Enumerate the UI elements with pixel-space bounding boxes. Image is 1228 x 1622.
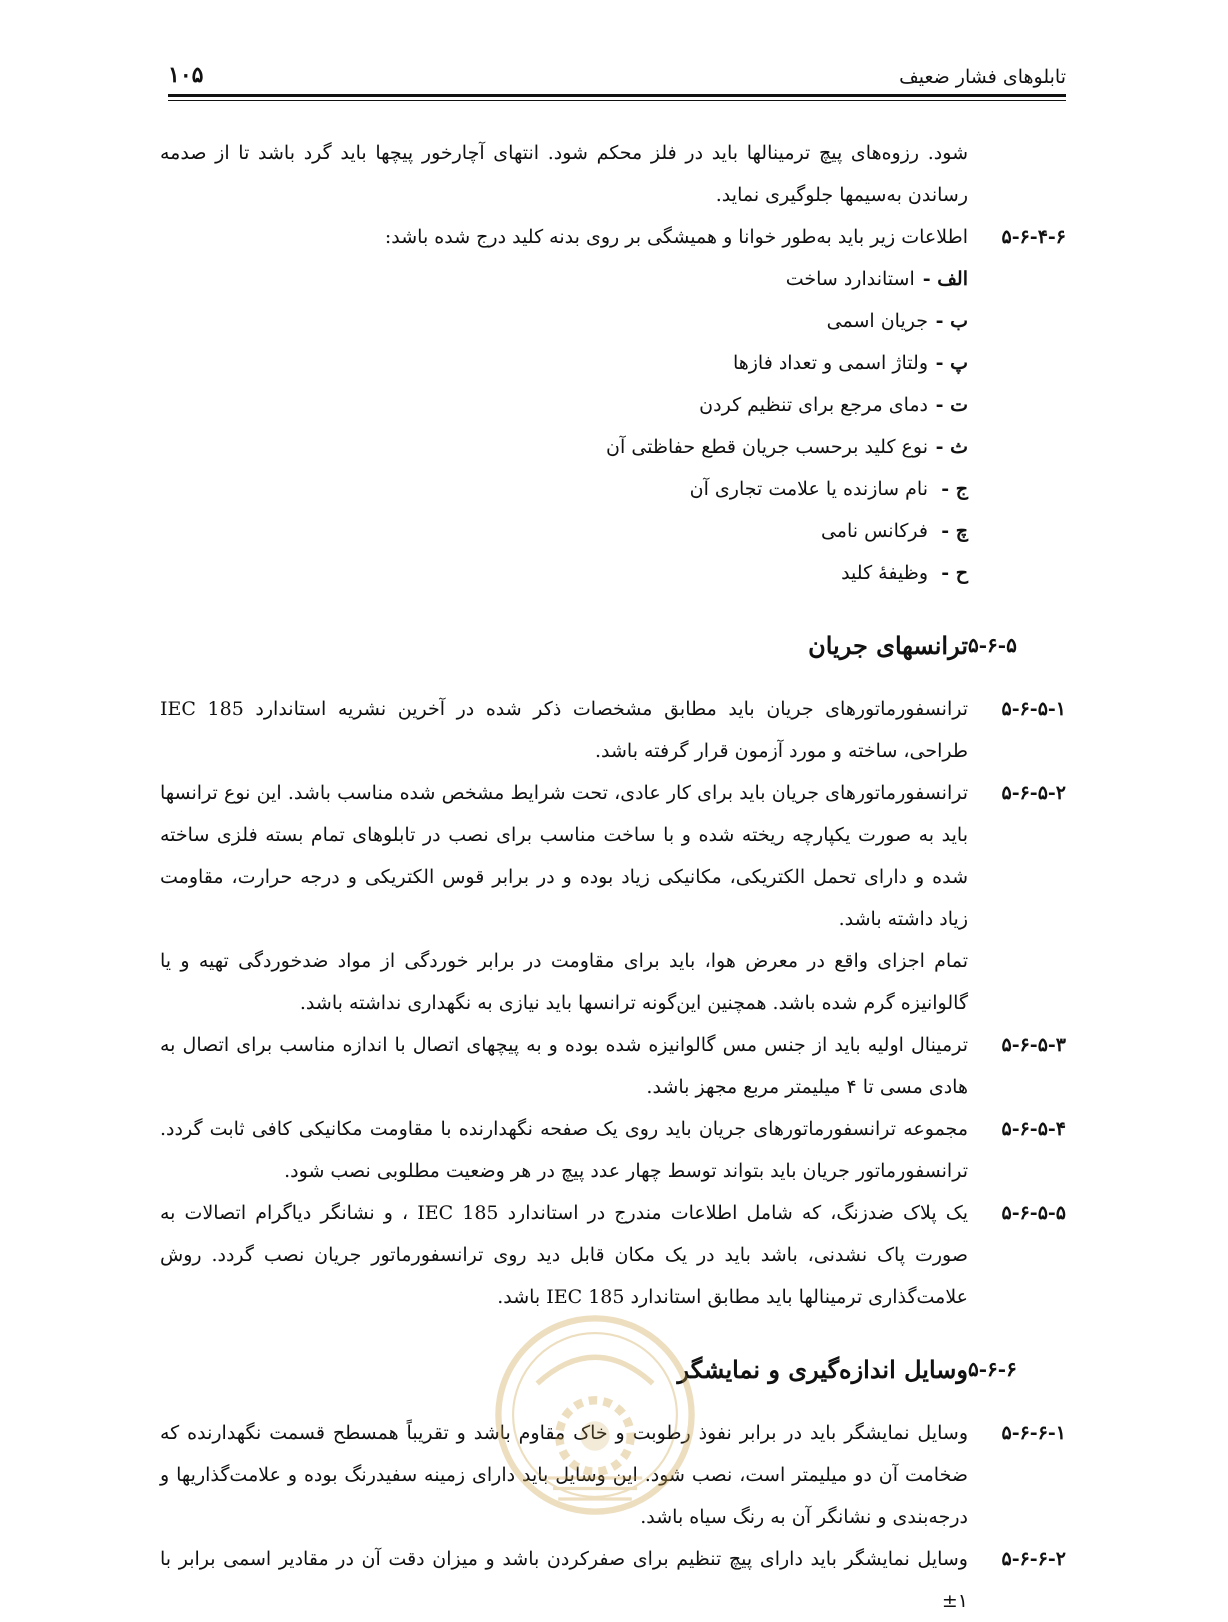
list-text: جریان اسمی xyxy=(826,310,928,332)
clause-text: وسایل نمایشگر باید در برابر نفوذ رطوبت و خاک مقاوم باشد و تقریباً همسطح قسمت نگهدارنده که ضخامت آن دو میلیمتر است، نصب شود. این وسایل باید دارای زمینه سفیدرنگ بوده و علامت‌گذاریها و درجه‌بندی و نشانگر آن به رنگ سیاه باشد. xyxy=(160,1422,968,1528)
list-text: استاندارد ساخت xyxy=(785,268,915,290)
list-text: نوع کلید برحسب جریان قطع حفاظتی آن xyxy=(606,436,928,458)
clause-number: ۵-۶-۵-۲ xyxy=(1001,782,1066,804)
marking-list xyxy=(160,258,1066,594)
section-number: ۵-۶-۶ xyxy=(968,1357,1017,1381)
running-head xyxy=(168,58,1066,88)
list-letter: الف - xyxy=(922,268,968,290)
page-number: ۱۰۵ xyxy=(168,62,204,88)
clause-number: ۵-۶-۶-۱ xyxy=(1001,1422,1066,1444)
list-text: دمای مرجع برای تنظیم کردن xyxy=(699,394,928,416)
list-letter: ج - xyxy=(941,478,968,500)
section-title: ترانسهای جریان xyxy=(808,630,968,660)
list-text: نام سازنده یا علامت تجاری آن xyxy=(689,478,928,500)
section-title: وسایل اندازه‌گیری و نمایشگر xyxy=(677,1354,968,1384)
clause-number: ۵-۶-۵-۱ xyxy=(1001,698,1066,720)
list-item xyxy=(160,426,968,468)
continuation-paragraph: شود. رزوه‌های پیچ ترمینالها باید در فلز محکم شود. انتهای آچارخور پیچها باید گرد باشد تا از صدمه رساندن به‌سیمها جلوگیری نماید. xyxy=(160,142,968,206)
clause-number: ۵-۶-۵-۴ xyxy=(1001,1118,1066,1140)
list-letter: ت - xyxy=(935,394,968,416)
clause-5-6-4-6 xyxy=(160,216,1066,258)
list-item xyxy=(160,384,968,426)
section-heading-5-6-5 xyxy=(160,620,1066,670)
running-title: تابلوهای فشار ضعیف xyxy=(899,66,1066,88)
clause-5-6-5-4 xyxy=(160,1108,1066,1192)
clause-text: اطلاعات زیر باید به‌طور خوانا و همیشگی بر روی بدنه کلید درج شده باشد: xyxy=(384,226,968,248)
list-letter: چ - xyxy=(941,520,968,542)
clause-text: ترانسفورماتورهای جریان باید مطابق مشخصات ذکر شده در آخرین نشریه استاندارد IEC 185 طراحی، ساخته و مورد آزمون قرار گرفته باشد. xyxy=(160,698,969,762)
clause-text-continued: تمام اجزای واقع در معرض هوا، باید برای مقاومت در برابر خوردگی از مواد ضدخوردگی تهیه و یا گالوانیزه گرم شده باشد. همچنین این‌گونه ترانسها باید نیازی به نگهداری نداشته باشد. xyxy=(160,950,968,1014)
list-item xyxy=(160,300,968,342)
list-item xyxy=(160,510,968,552)
clause-number: ۵-۶-۶-۲ xyxy=(1001,1548,1066,1570)
clause-text: ترانسفورماتورهای جریان باید برای کار عادی، تحت شرایط مشخص شده مناسب باشد. این نوع ترانسها باید به صورت یکپارچه ریخته شده و با ساخت مناسب برای نصب در تابلوهای تمام بسته فلزی ساخته شده و دارای تحمل الکتریکی، مکانیکی زیاد بوده و در برابر قوس الکتریکی و درجه حرارت، مقاومت زیاد داشته باشد. xyxy=(160,782,968,930)
clause-number: ۵-۶-۵-۵ xyxy=(1001,1202,1066,1224)
clause-number: ۵-۶-۵-۳ xyxy=(1001,1034,1066,1056)
list-text: وظیفهٔ کلید xyxy=(841,562,928,584)
list-item xyxy=(160,552,968,594)
list-letter: ب - xyxy=(935,310,968,332)
clause-5-6-5-2 xyxy=(160,772,1066,1024)
list-item xyxy=(160,258,968,300)
list-letter: ح - xyxy=(941,562,968,584)
clause-5-6-5-5 xyxy=(160,1192,1066,1318)
clause-text: مجموعه ترانسفورماتورهای جریان باید روی یک صفحه نگهدارنده با مقاومت مکانیکی کافی ثابت گردد. ترانسفورماتور جریان باید بتواند توسط چهار عدد پیچ در هر وضعیت مطلوبی نصب شود. xyxy=(160,1118,968,1182)
clause-5-6-6-1 xyxy=(160,1412,1066,1538)
clause-number: ۵-۶-۴-۶ xyxy=(1001,226,1066,248)
page-body xyxy=(160,132,1066,1622)
list-letter: ث - xyxy=(935,436,968,458)
list-text: ولتاژ اسمی و تعداد فازها xyxy=(732,352,928,374)
clause-5-6-5-3 xyxy=(160,1024,1066,1108)
list-text: فرکانس نامی xyxy=(820,520,928,542)
section-heading-5-6-6 xyxy=(160,1344,1066,1394)
header-rule-thin xyxy=(168,100,1066,101)
list-item xyxy=(160,468,968,510)
header-rule-thick xyxy=(168,94,1066,97)
section-number: ۵-۶-۵ xyxy=(968,633,1017,657)
clause-text: وسایل نمایشگر باید دارای پیچ تنظیم برای صفرکردن باشد و میزان دقت آن در مقادیر اسمی برابر با ۱± xyxy=(160,1548,968,1612)
clause-5-6-5-1 xyxy=(160,688,1066,772)
clause-text: یک پلاک ضدزنگ، که شامل اطلاعات مندرج در استاندارد IEC 185 ، و نشانگر دیاگرام اتصالات به صورت پاک نشدنی، باشد باید در یک مکان قابل دید روی ترانسفورماتور جریان نصب گردد. روش علامت‌گذاری ترمینالها باید مطابق استاندارد IEC 185 باشد. xyxy=(160,1202,968,1308)
clause-text: ترمینال اولیه باید از جنس مس گالوانیزه شده بوده و به پیچهای اتصال با اندازه مناسب برای اتصال به هادی مسی تا ۴ میلیمتر مربع مجهز باشد. xyxy=(160,1034,968,1098)
list-item xyxy=(160,342,968,384)
clause-5-6-6-2 xyxy=(160,1538,1066,1622)
list-letter: پ - xyxy=(935,352,968,374)
